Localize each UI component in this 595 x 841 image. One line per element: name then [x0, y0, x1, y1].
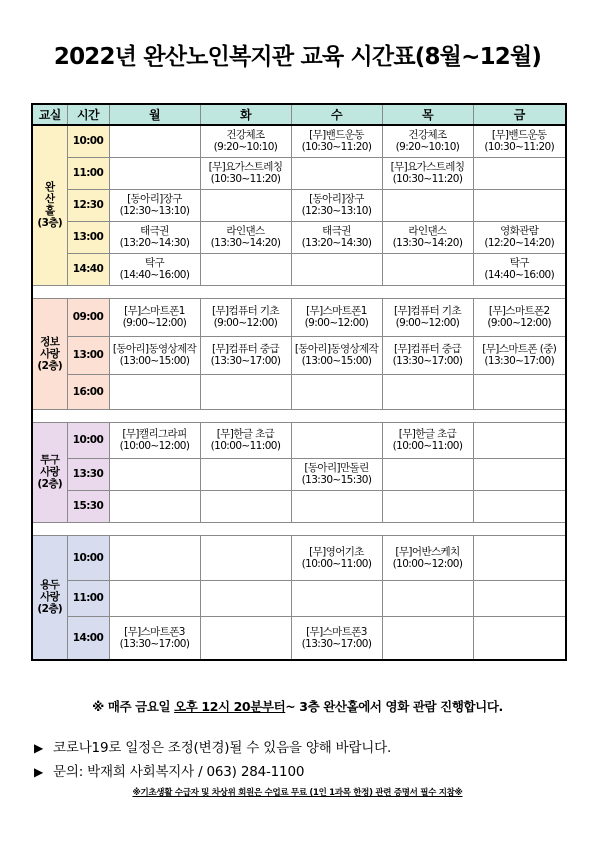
class-time: (13:30~14:20): [392, 237, 463, 249]
class-cell: [291, 125, 382, 157]
class-cell: [382, 253, 473, 285]
class-cell: [200, 580, 291, 616]
class-time: (10:00~11:00): [392, 440, 463, 452]
class-name: [무]스마트폰 (중): [482, 343, 557, 355]
time-label: 10:00: [67, 535, 109, 580]
class-cell: [200, 616, 291, 660]
class-time: (9:00~12:00): [487, 317, 552, 329]
class-time: (13:00~15:00): [119, 355, 190, 367]
class-cell: [473, 298, 566, 336]
time-label: 11:00: [67, 580, 109, 616]
table-row: [32, 458, 566, 490]
class-cell: [473, 189, 566, 221]
time-label: 10:00: [67, 422, 109, 458]
class-name: [무]컴퓨터 중급: [394, 343, 461, 355]
class-cell: [109, 157, 200, 189]
class-time: (13:30~17:00): [119, 637, 190, 650]
class-time: (10:30~11:20): [301, 141, 372, 154]
room-label: 투구 사랑 (2층): [32, 422, 67, 522]
table-row: [32, 298, 566, 336]
class-cell: [109, 616, 200, 660]
class-cell: [473, 336, 566, 374]
class-cell: [473, 458, 566, 490]
time-label: 13:00: [67, 336, 109, 374]
class-name: [무]컴퓨터 중급: [212, 343, 279, 355]
class-cell: [291, 458, 382, 490]
class-cell: [473, 616, 566, 660]
table-row: [32, 336, 566, 374]
class-cell: [200, 125, 291, 157]
class-cell: [291, 616, 382, 660]
class-time: (14:40~16:00): [484, 269, 555, 281]
class-cell: [291, 490, 382, 522]
class-cell: [382, 458, 473, 490]
class-cell: [109, 298, 200, 336]
class-name: [무]한글 초급: [216, 428, 275, 440]
class-cell: [291, 157, 382, 189]
class-name: [무]스마트폰2: [488, 305, 550, 317]
table-row: [32, 616, 566, 660]
info-contact-text: 문의: 박재희 사회복지사 / 063) 284-1100: [53, 764, 305, 780]
class-name: 태극권: [140, 225, 169, 237]
class-cell: [473, 157, 566, 189]
group-spacer: [32, 409, 566, 422]
room-label: 용두 사랑 (2층): [32, 535, 67, 660]
time-label: 13:00: [67, 221, 109, 253]
header-row: [32, 104, 566, 125]
group-spacer: [32, 285, 566, 298]
class-time: (9:20~10:10): [395, 141, 460, 154]
time-label: 16:00: [67, 374, 109, 409]
class-cell: [473, 490, 566, 522]
table-row: [32, 422, 566, 458]
class-time: (13:00~15:00): [301, 355, 372, 367]
class-cell: [200, 535, 291, 580]
class-cell: [382, 189, 473, 221]
class-time: (10:00~12:00): [119, 440, 190, 452]
schedule-table: [31, 103, 567, 661]
class-cell: [200, 336, 291, 374]
footnote: ※기초생활 수급자 및 차상위 회원은 수업료 무료 (1인 1과목 한정) 관련 증명서 필수 지참※: [132, 788, 463, 798]
class-cell: [109, 336, 200, 374]
spacer-cell: [32, 285, 566, 298]
class-cell: [473, 253, 566, 285]
class-name: [동아리]만돌린: [304, 462, 369, 474]
class-time: (10:30~11:20): [210, 173, 281, 185]
class-cell: [200, 298, 291, 336]
class-cell: [382, 374, 473, 409]
notice-mark: ※: [92, 699, 104, 714]
class-cell: [291, 580, 382, 616]
table-row: [32, 580, 566, 616]
class-time: (12:20~14:20): [484, 237, 555, 249]
class-name: 탁구: [144, 257, 165, 269]
class-cell: [109, 253, 200, 285]
class-name: [동아리]동영상제작: [294, 343, 379, 355]
class-cell: [109, 580, 200, 616]
time-label: 14:40: [67, 253, 109, 285]
class-cell: [473, 221, 566, 253]
class-name: [무]어반스케치: [395, 545, 460, 558]
class-cell: [109, 535, 200, 580]
class-cell: [382, 336, 473, 374]
movie-notice: [0, 697, 595, 715]
class-time: (9:00~12:00): [213, 317, 278, 329]
class-time: (10:00~11:00): [301, 557, 372, 570]
class-name: 라인댄스: [226, 225, 265, 237]
class-time: (10:00~11:00): [210, 440, 281, 452]
class-name: [무]한글 초급: [398, 428, 457, 440]
class-time: (13:20~14:30): [301, 237, 372, 249]
info-covid-text: 코로나19로 일정은 조정(변경)될 수 있음을 양해 바랍니다.: [53, 740, 392, 756]
class-name: 건강체조: [408, 129, 447, 142]
class-cell: [109, 490, 200, 522]
class-time: (9:00~12:00): [304, 317, 369, 329]
class-name: [무]밴드운동: [309, 129, 364, 142]
class-cell: [109, 189, 200, 221]
class-cell: [109, 374, 200, 409]
class-cell: [109, 221, 200, 253]
table-row: [32, 374, 566, 409]
class-name: [무]영어기초: [309, 545, 364, 558]
class-cell: [382, 125, 473, 157]
info-line-contact: [34, 760, 304, 780]
class-cell: [382, 422, 473, 458]
spacer-cell: [32, 522, 566, 535]
class-cell: [109, 458, 200, 490]
class-cell: [291, 336, 382, 374]
class-time: (13:30~14:20): [210, 237, 281, 249]
class-time: (12:30~13:10): [119, 205, 190, 217]
class-name: 건강체조: [226, 129, 265, 142]
class-cell: [291, 298, 382, 336]
class-cell: [200, 157, 291, 189]
class-cell: [200, 458, 291, 490]
time-label: 12:30: [67, 189, 109, 221]
class-name: [무]요가스트레칭: [390, 161, 465, 173]
table-row: [32, 221, 566, 253]
room-label: 완 산 홀 (3층): [32, 125, 67, 285]
bullet-triangle-icon: ▶: [34, 765, 44, 779]
header-day-thu: 목: [382, 104, 473, 125]
header-day-mon: 월: [109, 104, 200, 125]
time-label: 11:00: [67, 157, 109, 189]
class-cell: [291, 189, 382, 221]
class-time: (10:30~11:20): [484, 141, 555, 154]
class-name: 영화관람: [500, 225, 539, 237]
class-name: 탁구: [509, 257, 529, 269]
header-day-tue: 화: [200, 104, 291, 125]
class-cell: [200, 422, 291, 458]
class-cell: [382, 221, 473, 253]
class-time: (13:30~17:00): [484, 355, 555, 367]
time-label: 14:00: [67, 616, 109, 660]
class-name: [무]요가스트레칭: [208, 161, 283, 173]
table-row: [32, 157, 566, 189]
class-cell: [200, 374, 291, 409]
group-spacer: [32, 522, 566, 535]
class-cell: [109, 422, 200, 458]
class-cell: [473, 374, 566, 409]
class-time: (14:40~16:00): [119, 269, 190, 281]
class-cell: [291, 535, 382, 580]
header-day-wed: 수: [291, 104, 382, 125]
class-name: [무]밴드운동: [491, 129, 547, 142]
class-name: [동아리]장구: [127, 193, 182, 205]
class-cell: [382, 580, 473, 616]
class-name: 태극권: [322, 225, 351, 237]
page-title: 2022년 완산노인복지관 교육 시간표(8월~12월): [53, 44, 542, 70]
class-cell: [382, 490, 473, 522]
notice-underlined: 오후 12시 20분부터: [174, 699, 286, 714]
time-label: 15:30: [67, 490, 109, 522]
class-cell: [200, 490, 291, 522]
table-row: [32, 189, 566, 221]
schedule-body: [32, 125, 566, 660]
class-name: [무]스마트폰3: [124, 625, 185, 638]
class-name: [무]스마트폰1: [306, 305, 367, 317]
class-name: [무]캘리그라피: [122, 428, 187, 440]
class-cell: [473, 535, 566, 580]
time-label: 13:30: [67, 458, 109, 490]
class-time: (12:30~13:10): [301, 205, 372, 217]
class-name: [무]컴퓨터 기초: [394, 305, 461, 317]
class-time: (13:30~17:00): [301, 637, 372, 650]
time-label: 10:00: [67, 125, 109, 157]
class-time: (9:20~10:10): [213, 141, 278, 154]
class-name: [동아리]장구: [309, 193, 364, 205]
class-time: (10:30~11:20): [392, 173, 463, 185]
class-name: [동아리]동영상제작: [112, 343, 197, 355]
bullet-triangle-icon: ▶: [34, 741, 44, 755]
class-cell: [382, 616, 473, 660]
class-cell: [200, 221, 291, 253]
info-line-covid: [34, 736, 391, 756]
class-cell: [382, 157, 473, 189]
class-time: (13:20~14:30): [119, 237, 190, 249]
header-day-fri: 금: [473, 104, 566, 125]
class-name: [무]스마트폰3: [306, 625, 367, 638]
table-row: [32, 490, 566, 522]
table-row: [32, 535, 566, 580]
class-cell: [382, 535, 473, 580]
notice-pre: 매주 금요일: [103, 699, 175, 714]
class-time: (13:30~17:00): [210, 355, 281, 367]
class-cell: [109, 125, 200, 157]
class-time: (9:00~12:00): [122, 317, 187, 329]
table-row: [32, 125, 566, 157]
class-cell: [200, 189, 291, 221]
class-cell: [473, 580, 566, 616]
table-row: [32, 253, 566, 285]
class-cell: [473, 422, 566, 458]
class-cell: [291, 253, 382, 285]
class-name: 라인댄스: [408, 225, 447, 237]
room-label: 정보 사랑 (2층): [32, 298, 67, 409]
class-cell: [291, 422, 382, 458]
time-label: 09:00: [67, 298, 109, 336]
class-time: (10:00~12:00): [392, 557, 463, 570]
class-cell: [291, 221, 382, 253]
class-cell: [200, 253, 291, 285]
notice-post: ~ 3층 완산홀에서 영화 관람 진행합니다.: [285, 699, 503, 714]
class-cell: [291, 374, 382, 409]
class-name: [무]스마트폰1: [124, 305, 185, 317]
spacer-cell: [32, 409, 566, 422]
class-time: (13:30~17:00): [392, 355, 463, 367]
class-cell: [473, 125, 566, 157]
class-time: (9:00~12:00): [395, 317, 460, 329]
class-name: [무]컴퓨터 기초: [212, 305, 279, 317]
header-time: 시간: [67, 104, 109, 125]
class-time: (13:30~15:30): [301, 474, 372, 486]
class-cell: [382, 298, 473, 336]
header-room: 교실: [32, 104, 67, 125]
